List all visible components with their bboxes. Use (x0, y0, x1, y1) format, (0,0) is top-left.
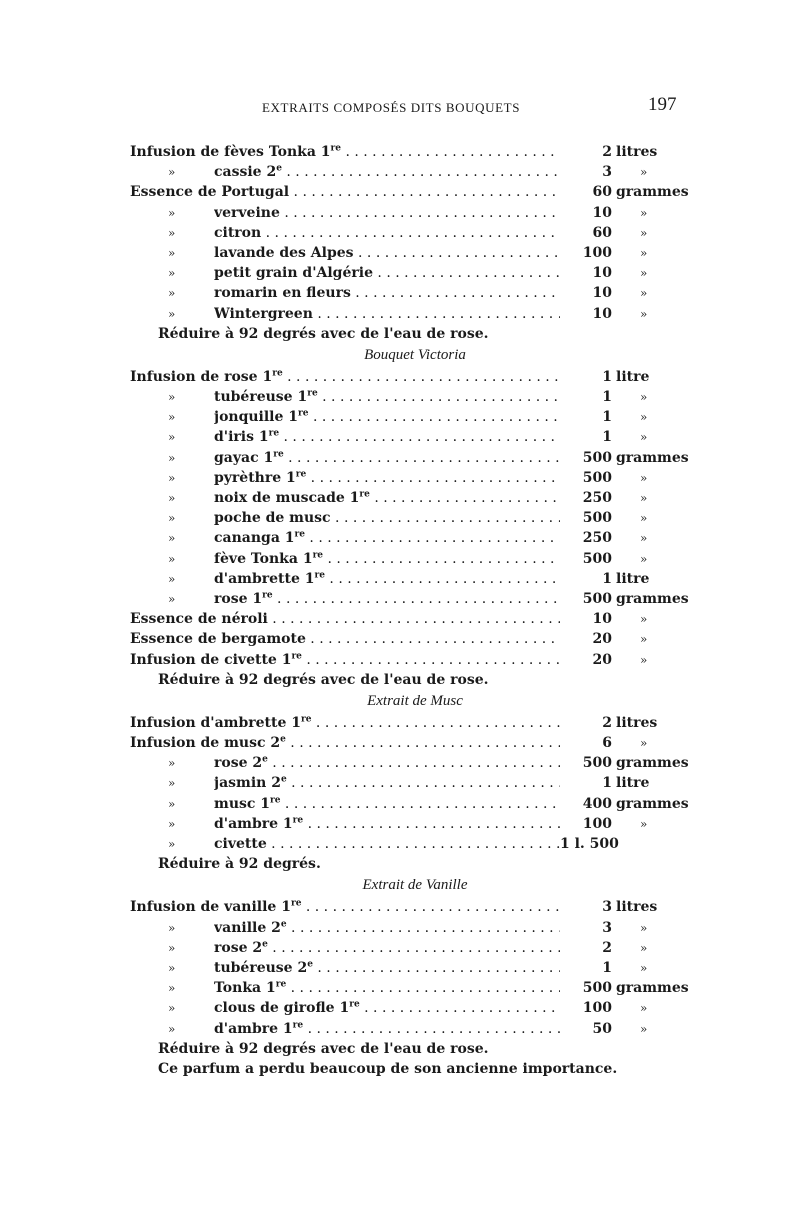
ingredient-row (0, 733, 800, 753)
ordinal-suffix: re (307, 388, 318, 399)
quantity: 250 (582, 530, 612, 547)
ingredient-row (0, 223, 800, 243)
ditto-mark: » (168, 571, 176, 586)
ingredient-row (0, 488, 800, 508)
ingredient-row (0, 468, 800, 488)
quantity: 20 (592, 651, 612, 668)
unit: » (640, 410, 648, 425)
ingredient-name: verveine . . . (214, 203, 560, 223)
page-header (0, 92, 800, 122)
ordinal-suffix: e (276, 163, 282, 174)
section-heading: Extrait de Musc (367, 692, 463, 709)
unit: litre (616, 775, 650, 792)
ingredient-name: Infusion d'ambrette 1re . . . (130, 713, 560, 733)
quantity: 2 (602, 714, 612, 731)
quantity: 10 (592, 204, 612, 221)
ditto-mark: » (168, 470, 176, 485)
quantity: 10 (592, 285, 612, 302)
ordinal-suffix: re (275, 979, 287, 990)
ingredient-row (0, 918, 800, 938)
instruction-note: Réduire à 92 degrés avec de l'eau de rose. (158, 671, 489, 688)
quantity: 20 (592, 631, 612, 648)
ingredient-row (0, 569, 800, 589)
unit: » (640, 306, 648, 321)
quantity: 1 (602, 409, 612, 426)
ingredient-row (0, 448, 800, 468)
quantity: 500 (582, 980, 612, 997)
ditto-mark: » (168, 430, 176, 445)
ingredient-row (0, 528, 800, 548)
unit: grammes (616, 590, 689, 607)
quantity: 1 (602, 389, 612, 406)
ordinal-suffix: re (298, 408, 309, 419)
ingredient-name: cassie 2e . . . (214, 162, 560, 182)
ditto-mark: » (168, 511, 176, 526)
ingredient-name: fève Tonka 1re . . . (214, 549, 560, 569)
section-heading: Extrait de Vanille (362, 877, 468, 894)
ordinal-suffix: re (290, 898, 302, 909)
instruction-note: Réduire à 92 degrés avec de l'eau de rose. (158, 325, 489, 342)
ordinal-suffix: re (291, 650, 302, 661)
unit: » (640, 632, 648, 647)
ditto-mark: » (168, 551, 176, 566)
ingredient-name: Infusion de fèves Tonka 1re . . . (130, 142, 560, 162)
quantity: 400 (582, 795, 612, 812)
quantity: 60 (592, 224, 612, 241)
ditto-mark: » (168, 450, 176, 465)
ingredient-row (0, 203, 800, 223)
instruction-note: Réduire à 92 degrés. (158, 856, 321, 873)
ingredient-name: jasmin 2e . . . (214, 773, 560, 793)
ingredient-row (0, 938, 800, 958)
quantity: 1 (602, 775, 612, 792)
ingredient-row (0, 629, 800, 649)
ingredient-name: civette . . . (214, 834, 560, 854)
quantity: 10 (592, 305, 612, 322)
ingredient-name: citron . . . (214, 223, 560, 243)
unit: litres (616, 714, 658, 731)
ingredient-row (0, 304, 800, 324)
ditto-mark: » (168, 390, 176, 405)
ingredient-name: pyrèthre 1re . . . (214, 468, 560, 488)
ingredient-name: d'ambre 1re . . . (214, 814, 560, 834)
quantity: 500 (582, 510, 612, 527)
ditto-mark: » (168, 591, 176, 606)
quantity: 6 (602, 735, 612, 752)
instruction-note: Réduire à 92 degrés avec de l'eau de rose. (158, 1040, 489, 1057)
unit: » (640, 390, 648, 405)
ordinal-suffix: re (268, 428, 280, 439)
ordinal-suffix: re (294, 529, 305, 540)
ditto-mark: » (168, 981, 176, 996)
quantity: 3 (602, 164, 612, 181)
ditto-mark: » (168, 165, 176, 180)
quantity: 500 (582, 590, 612, 607)
ingredient-row (0, 834, 800, 854)
ingredient-name: Infusion de vanille 1re . . . (130, 897, 560, 917)
quantity: 500 (582, 449, 612, 466)
ingredient-row (0, 958, 800, 978)
ordinal-suffix: re (272, 368, 283, 379)
ingredient-row (0, 753, 800, 773)
ingredient-name: lavande des Alpes . . . (214, 243, 560, 263)
ordinal-suffix: re (301, 714, 312, 725)
ingredient-row (0, 1019, 800, 1039)
ingredient-name: Infusion de rose 1re . . . (130, 367, 560, 387)
quantity: 2 (602, 939, 612, 956)
unit: » (640, 531, 648, 546)
unit: » (640, 205, 648, 220)
unit: » (640, 286, 648, 301)
ingredient-name: tubéreuse 2e . . . (214, 958, 560, 978)
quantity: 500 (582, 550, 612, 567)
ordinal-suffix: e (280, 918, 287, 929)
ingredient-name: gayac 1re . . . (214, 448, 560, 468)
ingredient-row (0, 162, 800, 182)
ingredient-name: rose 2e . . . (214, 753, 560, 773)
ordinal-suffix: e (280, 774, 287, 785)
ingredient-row (0, 407, 800, 427)
ditto-mark: » (168, 266, 176, 281)
quantity: 50 (592, 1020, 612, 1037)
ordinal-suffix: re (312, 549, 324, 560)
ordinal-suffix: e (307, 959, 313, 970)
unit: grammes (616, 755, 689, 772)
unit: » (640, 225, 648, 240)
ditto-mark: » (168, 940, 176, 955)
unit: » (640, 1021, 648, 1036)
quantity: 10 (592, 265, 612, 282)
ingredient-name: vanille 2e . . . (214, 918, 560, 938)
ingredient-name: noix de muscade 1re . . . (214, 488, 560, 508)
unit: » (640, 920, 648, 935)
unit: » (640, 960, 648, 975)
ditto-mark: » (168, 1001, 176, 1016)
quantity: 100 (582, 815, 612, 832)
ordinal-suffix: re (295, 469, 307, 480)
ditto-mark: » (168, 531, 176, 546)
ingredient-row (0, 650, 800, 670)
ordinal-suffix: re (292, 1019, 304, 1030)
ingredient-row (0, 897, 800, 917)
ingredient-row (0, 998, 800, 1018)
quantity: 1 (602, 570, 612, 587)
unit: » (640, 940, 648, 955)
unit: » (640, 511, 648, 526)
ingredient-name: Essence de néroli . . . (130, 609, 560, 629)
ditto-mark: » (168, 796, 176, 811)
ordinal-suffix: re (330, 143, 342, 154)
quantity: 100 (582, 244, 612, 261)
ordinal-suffix: re (292, 815, 304, 826)
unit: » (640, 266, 648, 281)
unit: litres (616, 899, 658, 916)
unit: » (640, 245, 648, 260)
quantity: 3 (602, 919, 612, 936)
ingredient-name: Essence de bergamote . . . (130, 629, 560, 649)
ordinal-suffix: re (273, 448, 284, 459)
ingredient-row (0, 283, 800, 303)
quantity: 100 (582, 1000, 612, 1017)
ingredient-row (0, 387, 800, 407)
ordinal-suffix: e (262, 754, 268, 765)
unit: grammes (616, 449, 689, 466)
unit: litre (616, 368, 650, 385)
quantity: 1 (602, 429, 612, 446)
quantity: 500 (582, 469, 612, 486)
ingredient-row (0, 794, 800, 814)
ingredient-name: Essence de Portugal . . . (130, 182, 560, 202)
ordinal-suffix: e (262, 939, 268, 950)
ingredient-name: d'iris 1re . . . (214, 427, 560, 447)
instruction-note: Ce parfum a perdu beaucoup de son ancienne importance. (158, 1060, 618, 1077)
ingredient-row (0, 243, 800, 263)
ditto-mark: » (168, 756, 176, 771)
quantity: 1 (602, 368, 612, 385)
unit: » (640, 612, 648, 627)
ingredient-name: cananga 1re . . . (214, 528, 560, 548)
ingredient-name: musc 1re . . . (214, 794, 560, 814)
page-number: 197 (648, 94, 677, 115)
ingredient-row (0, 142, 800, 162)
ingredient-row (0, 549, 800, 569)
ditto-mark: » (168, 225, 176, 240)
ingredient-name: petit grain d'Algérie . . . (214, 263, 560, 283)
ingredient-row (0, 609, 800, 629)
ditto-mark: » (168, 205, 176, 220)
ingredient-name: jonquille 1re . . . (214, 407, 560, 427)
ingredient-name: rose 2e . . . (214, 938, 560, 958)
ditto-mark: » (168, 286, 176, 301)
ditto-mark: » (168, 776, 176, 791)
ingredient-name: rose 1re . . . (214, 589, 560, 609)
unit: litres (616, 144, 658, 160)
ingredient-name: poche de musc . . . (214, 508, 560, 528)
quantity: 1 (602, 959, 612, 976)
ordinal-suffix: re (262, 590, 273, 601)
ditto-mark: » (168, 306, 176, 321)
ordinal-suffix: re (270, 794, 281, 805)
ingredient-name: d'ambrette 1re . . . (214, 569, 560, 589)
ingredient-row (0, 713, 800, 733)
ingredient-name: Infusion de civette 1re . . . (130, 650, 560, 670)
ingredient-name: clous de girofle 1re . . . (214, 998, 560, 1018)
unit: » (640, 816, 648, 831)
ingredient-name: Tonka 1re . . . (214, 978, 560, 998)
running-title: EXTRAITS COMPOSÉS DITS BOUQUETS (262, 100, 521, 115)
unit: » (640, 1001, 648, 1016)
ingredient-row (0, 367, 800, 387)
ingredient-name: tubéreuse 1re . . . (214, 387, 560, 407)
ingredient-row (0, 508, 800, 528)
quantity: 250 (582, 490, 612, 506)
unit: grammes (616, 980, 689, 997)
section-heading: Bouquet Victoria (364, 346, 466, 363)
ingredient-name: romarin en fleurs . . . (214, 283, 560, 303)
quantity: 60 (592, 184, 612, 201)
unit: » (640, 430, 648, 445)
ordinal-suffix: e (280, 734, 286, 745)
ditto-mark: » (168, 1021, 176, 1036)
ingredient-row (0, 773, 800, 793)
ordinal-suffix: re (359, 489, 370, 500)
quantity: 1 l. 500 (560, 836, 619, 852)
ordinal-suffix: re (314, 570, 325, 581)
ditto-mark: » (168, 920, 176, 935)
ingredient-name: d'ambre 1re . . . (214, 1019, 560, 1039)
unit: » (640, 165, 648, 180)
unit: » (640, 551, 648, 566)
ingredient-name: Wintergreen . . . (214, 304, 560, 324)
ingredient-row (0, 182, 800, 202)
quantity: 3 (602, 899, 612, 916)
ingredient-row (0, 263, 800, 283)
unit: grammes (616, 184, 689, 201)
unit: » (640, 736, 648, 751)
unit: » (640, 470, 648, 485)
ditto-mark: » (168, 960, 176, 975)
ingredient-row (0, 978, 800, 998)
ingredient-row (0, 427, 800, 447)
ingredient-row (0, 589, 800, 609)
unit: » (640, 491, 648, 505)
ditto-mark: » (168, 837, 176, 851)
unit: » (640, 652, 648, 667)
ingredient-name: Infusion de musc 2e . . . (130, 733, 560, 753)
ditto-mark: » (168, 816, 176, 831)
ditto-mark: » (168, 410, 176, 425)
unit: litre (616, 570, 650, 587)
unit: grammes (616, 795, 689, 812)
quantity: 500 (582, 755, 612, 772)
recipe-list (0, 142, 800, 1079)
ditto-mark: » (168, 491, 176, 505)
quantity: 2 (602, 144, 612, 160)
ingredient-row (0, 814, 800, 834)
ordinal-suffix: re (349, 999, 360, 1010)
quantity: 10 (592, 611, 612, 628)
ditto-mark: » (168, 245, 176, 260)
